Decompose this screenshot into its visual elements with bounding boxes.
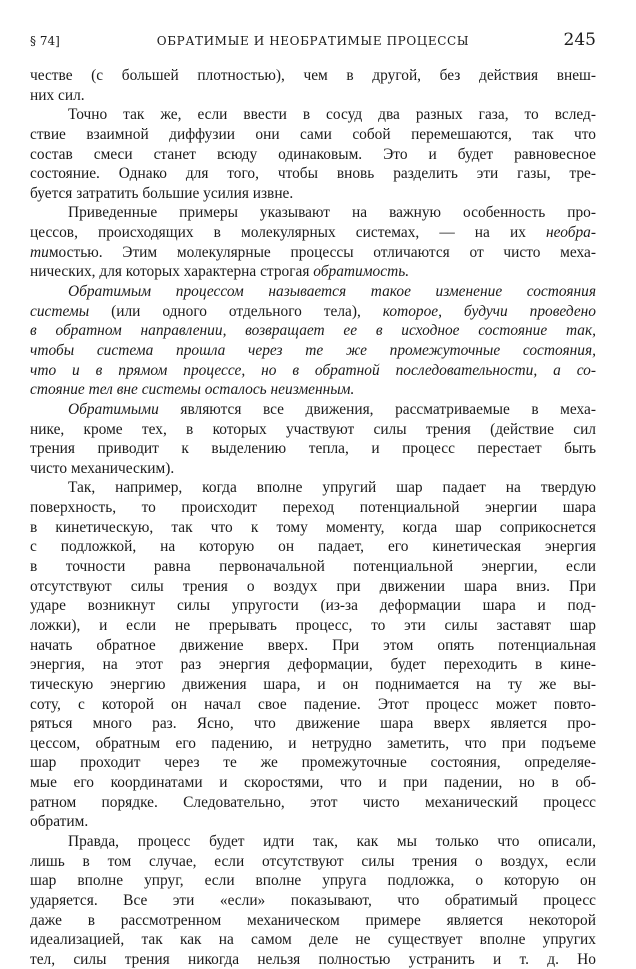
italic-run: Обратимыми [68, 400, 159, 418]
text-line: ложки), и если не прерывать процесс, то эти силы заставят шар [30, 616, 596, 634]
paragraph [30, 66, 596, 105]
paragraph [30, 400, 596, 479]
text-line: ратном порядке. Следовательно, этот чисто механический процесс [30, 793, 596, 811]
text-line: ударе возникнут силы упругости (из-за деформации шара и под- [30, 597, 596, 615]
paragraph [30, 203, 596, 282]
text-line: соту, с которой он начал свое падение. Этот процесс может повто- [30, 695, 596, 713]
italic-run: которое, будучи проведено [382, 302, 596, 320]
text-line: с подложкой, на которую он падает, его кинетическая энергия [30, 538, 596, 556]
text-line: лишь в том случае, если отсутствуют силы трения о воздух, если [30, 852, 596, 870]
text-line: ряться много раз. Ясно, что движение шара вверх является про- [30, 715, 596, 733]
text-line: состав смеси станет всюду одинаковым. Это и будет равновесное [30, 145, 596, 163]
text-run: мостью. Этим молекулярные процессы отличаются от чисто меха- [48, 243, 596, 261]
text-line [30, 243, 596, 263]
italic-run: ти [30, 243, 49, 261]
text-line: в обратном направлении, возвращает ее в исходное состояние так, [30, 322, 596, 340]
text-line: даже в рассмотренном механическом примере является некоторой [30, 911, 596, 929]
text-line: в кинетическую, так что к тому моменту, когда шар соприкоснется [30, 518, 596, 536]
text-line [30, 223, 596, 243]
text-line: Обратимым процессом называется такое изменение состояния [68, 283, 596, 301]
text-line: ствие взаимной диффузии они сами собой перемешаются, так что [30, 125, 596, 143]
italic-run: необра- [545, 224, 596, 242]
text-line [30, 262, 596, 282]
text-line: цессом, обратным его падению, и нетрудно заметить, что при подъеме [30, 734, 596, 752]
text-line: Так, например, когда вполне упругий шар падает на твердую [68, 479, 596, 497]
text-line: тическую энергию движения шара, и он поднимается на ту же вы- [30, 675, 596, 693]
section-number: § 74] [30, 34, 60, 48]
text-line: Приведенные примеры указывают на важную особенность про- [68, 204, 596, 222]
text-line: идеализацией, так как на самом деле не существует вполне упругих [30, 931, 596, 949]
paragraph [30, 832, 596, 969]
text-line: трения приводит к выделению тепла, и процесс перестает быть [30, 440, 596, 458]
text-run: нических, для которых характерна строгая [30, 263, 310, 281]
text-line: энергия, на этот раз энергия деформации, будет переходить в кине- [30, 656, 596, 674]
text-run: (или одного отдельного тела), [111, 302, 361, 320]
text-line: обратим. [30, 813, 89, 831]
text-line: мые его координатами и скоростями, что и при падении, но в об- [30, 774, 596, 792]
text-line: честве (с большей плотностью), чем в другой, без действия внеш- [30, 67, 596, 84]
paragraph [30, 478, 596, 832]
text-line: тел, силы трения никогда нельзя полностью устранить и т. д. Но [30, 950, 596, 968]
page-body [30, 66, 596, 969]
text-line: буется затратить большие усилия извне. [30, 184, 294, 202]
text-line: Правда, процесс будет идти так, как мы только что описали, [68, 832, 596, 850]
text-line: чисто механическим). [30, 459, 175, 477]
running-title: ОБРАТИМЫЕ И НЕОБРАТИМЫЕ ПРОЦЕССЫ [156, 34, 470, 48]
paragraph [30, 282, 596, 400]
text-line [30, 400, 596, 420]
page-number: 245 [563, 30, 596, 50]
text-line: шар проходит через те же промежуточные состояния, определяе- [30, 754, 596, 772]
text-line: шар вполне упруг, если вполне упруга подложка, о которую он [30, 872, 596, 890]
text-line: начать обратное движение вверх. При этом опять потенциальная [30, 636, 596, 654]
text-line: стояние тел вне системы осталось неизменным. [30, 381, 355, 399]
text-run: цессов, происходящих в молекулярных системах, — на их [30, 224, 526, 242]
text-run: являются все движения, рассматриваемые в меха- [180, 400, 596, 418]
text-line: в точности равна первоначальной потенциальной энергии, если [30, 558, 596, 576]
text-line: чтобы система прошла через те же промежуточные состояния, [30, 341, 596, 359]
text-line: них сил. [30, 86, 85, 104]
text-line: состояние. Однако для того, чтобы вновь разделить эти газы, тре- [30, 165, 596, 183]
text-line: отсутствуют силы трения о воздух при движении шара вниз. При [30, 577, 596, 595]
text-line: нике, кроме тех, в которых участвуют силы трения (действие сил [30, 420, 596, 438]
text-line: что и в прямом процессе, но в обратной последовательности, а со- [30, 361, 596, 379]
text-line: поверхность, то происходит переход потенциальной энергии шара [30, 499, 596, 517]
text-line [30, 302, 596, 322]
text-line: ударяется. Все эти «если» показывают, что обратимый процесс [30, 891, 596, 909]
page-header [30, 30, 596, 54]
italic-run: обратимость. [313, 263, 410, 281]
italic-run: системы [30, 302, 90, 320]
paragraph [30, 105, 596, 203]
text-line: Точно так же, если ввести в сосуд два разных газа, то вслед- [68, 106, 596, 124]
